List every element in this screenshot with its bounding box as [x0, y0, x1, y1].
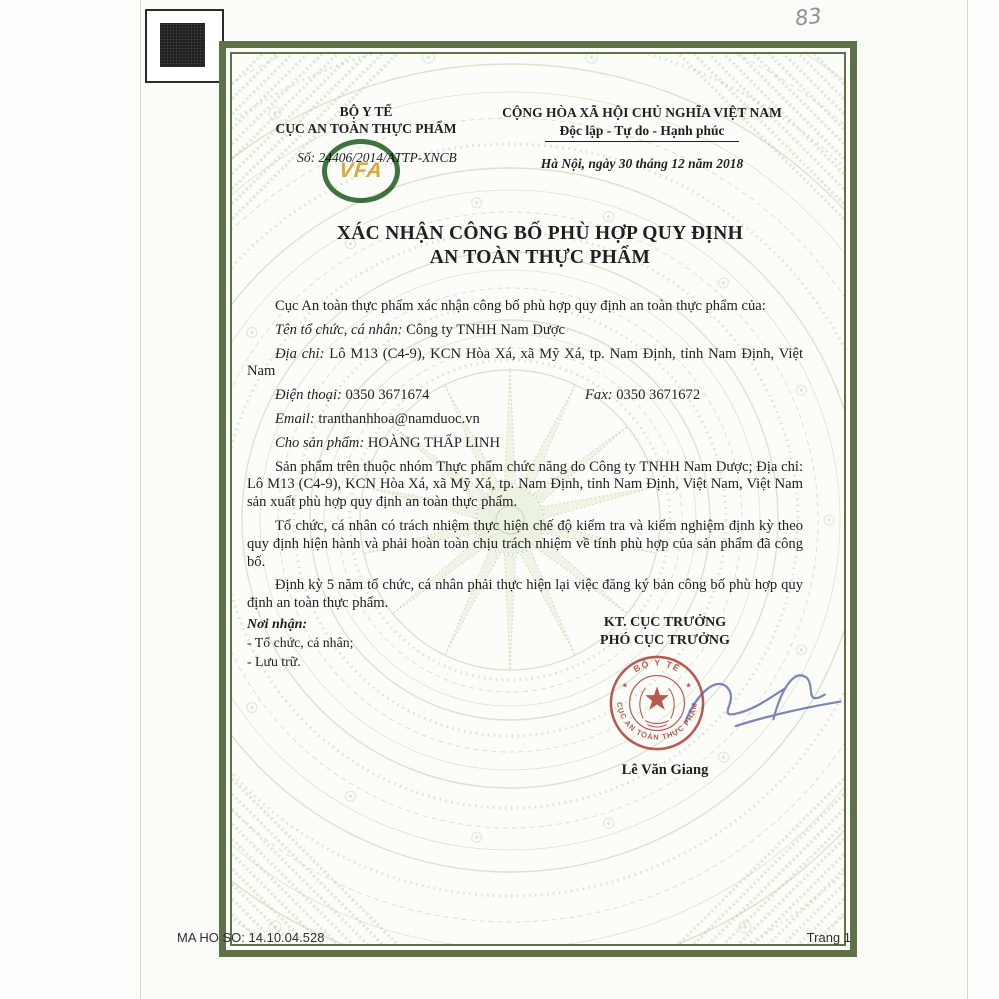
document-title-line2: AN TOÀN THỰC PHẨM — [429, 247, 651, 269]
seal-around-text: CỤC AN TOÀN THỰC PHẨM — [614, 701, 700, 742]
field-fax — [585, 387, 700, 405]
vfa-logo-text: VFA — [337, 159, 385, 182]
seal-top-text: BỘ Y TẾ — [631, 657, 683, 675]
field-email — [247, 411, 803, 429]
national-heading-block — [492, 104, 792, 173]
seal-star-left: ★ — [621, 682, 628, 690]
field-address — [247, 346, 803, 382]
field-address-label: Địa chỉ: — [275, 345, 325, 362]
field-phone-label: Điện thoại: — [275, 387, 342, 404]
signer-title-kt: KT. CỤC TRƯỞNG — [603, 615, 727, 630]
field-product — [247, 435, 803, 453]
vfa-logo — [322, 139, 400, 203]
document-number: Số: 24406/2014/ATTP-XNCB — [297, 150, 457, 165]
field-organization-value: Công ty TNHH Nam Dược — [402, 321, 566, 338]
recipient-item: - Tổ chức, cá nhân; — [247, 635, 354, 651]
department-name: CỤC AN TOÀN THỰC PHẨM — [275, 120, 457, 136]
file-code: MA HO SO: 14.10.04.528 — [177, 930, 325, 945]
paragraph-product-group: Sản phẩm trên thuộc nhóm Thực phẩm chức năng do Công ty TNHH Nam Dược; Địa chỉ: Lô M13 (C4-9), KCN Hòa Xá, xã Mỹ Xá, tp. Nam Định, tỉnh Nam Định, Việt Nam, Việt Nam sản xuất phù hợp quy định an toàn thực phẩm. — [247, 458, 803, 511]
issue-date: Hà Nội, ngày 30 tháng 12 năm 2018 — [540, 156, 744, 172]
field-phone-fax — [247, 387, 803, 405]
seal-star-right: ★ — [685, 682, 692, 690]
issuer-block — [247, 104, 485, 138]
document-body — [247, 298, 803, 619]
handwritten-page-number: 83 — [793, 3, 824, 31]
field-fax-label: Fax: — [585, 387, 613, 404]
page-number: Trang 1 — [806, 930, 851, 945]
signer-title-block — [540, 614, 790, 650]
field-email-label: Email: — [275, 410, 315, 427]
recipients-title: Nơi nhận: — [247, 617, 308, 632]
field-product-label: Cho sản phẩm: — [275, 434, 365, 451]
field-fax-value: 0350 3671672 — [612, 387, 701, 404]
scan-registration-mark — [145, 9, 224, 83]
national-motto: Độc lập - Tự do - Hạnh phúc — [545, 122, 738, 143]
country-name: CỘNG HÒA XÃ HỘI CHỦ NGHĨA VIỆT NAM — [502, 105, 782, 120]
signer-name: Lê Văn Giang — [621, 762, 709, 778]
field-address-value: Lô M13 (C4-9), KCN Hòa Xá, xã Mỹ Xá, tp. Nam Định, tỉnh Nam Định, Việt Nam — [247, 345, 803, 380]
scan-registration-fill — [160, 23, 205, 67]
field-organization-label: Tên tổ chức, cá nhân: — [275, 321, 403, 338]
field-email-value: tranthanhhoa@namduoc.vn — [314, 410, 480, 427]
field-organization — [247, 322, 803, 340]
recipient-item: - Lưu trữ. — [247, 653, 301, 669]
document-title-line1: XÁC NHẬN CÔNG BỐ PHÙ HỢP QUY ĐỊNH — [336, 223, 744, 244]
paragraph-renewal: Định kỳ 5 năm tổ chức, cá nhân phải thực hiện lại việc đăng ký bản công bố phù hợp quy định an toàn thực phẩm. — [247, 577, 803, 612]
recipients-block — [247, 616, 467, 671]
paragraph-responsibility: Tổ chức, cá nhân có trách nhiệm thực hiện chế độ kiểm tra và kiểm nghiệm định kỳ theo quy định hiện hành và phải hoàn toàn chịu trách nhiệm về tính phù hợp của sản phẩm đã công bố. — [247, 517, 803, 570]
field-phone-value: 0350 3671674 — [341, 387, 430, 404]
ministry-name: BỘ Y TẾ — [339, 104, 393, 119]
field-product-value: HOÀNG THẤP LINH — [364, 434, 500, 451]
seal-national-emblem — [640, 686, 674, 727]
signer-title-deputy: PHÓ CỤC TRƯỞNG — [600, 633, 730, 649]
seal-center-star — [645, 686, 669, 710]
ink-signature — [673, 652, 850, 746]
document-title — [240, 222, 840, 271]
intro-paragraph: Cục An toàn thực phẩm xác nhận công bố phù hợp quy định an toàn thực phẩm của: — [275, 298, 766, 314]
